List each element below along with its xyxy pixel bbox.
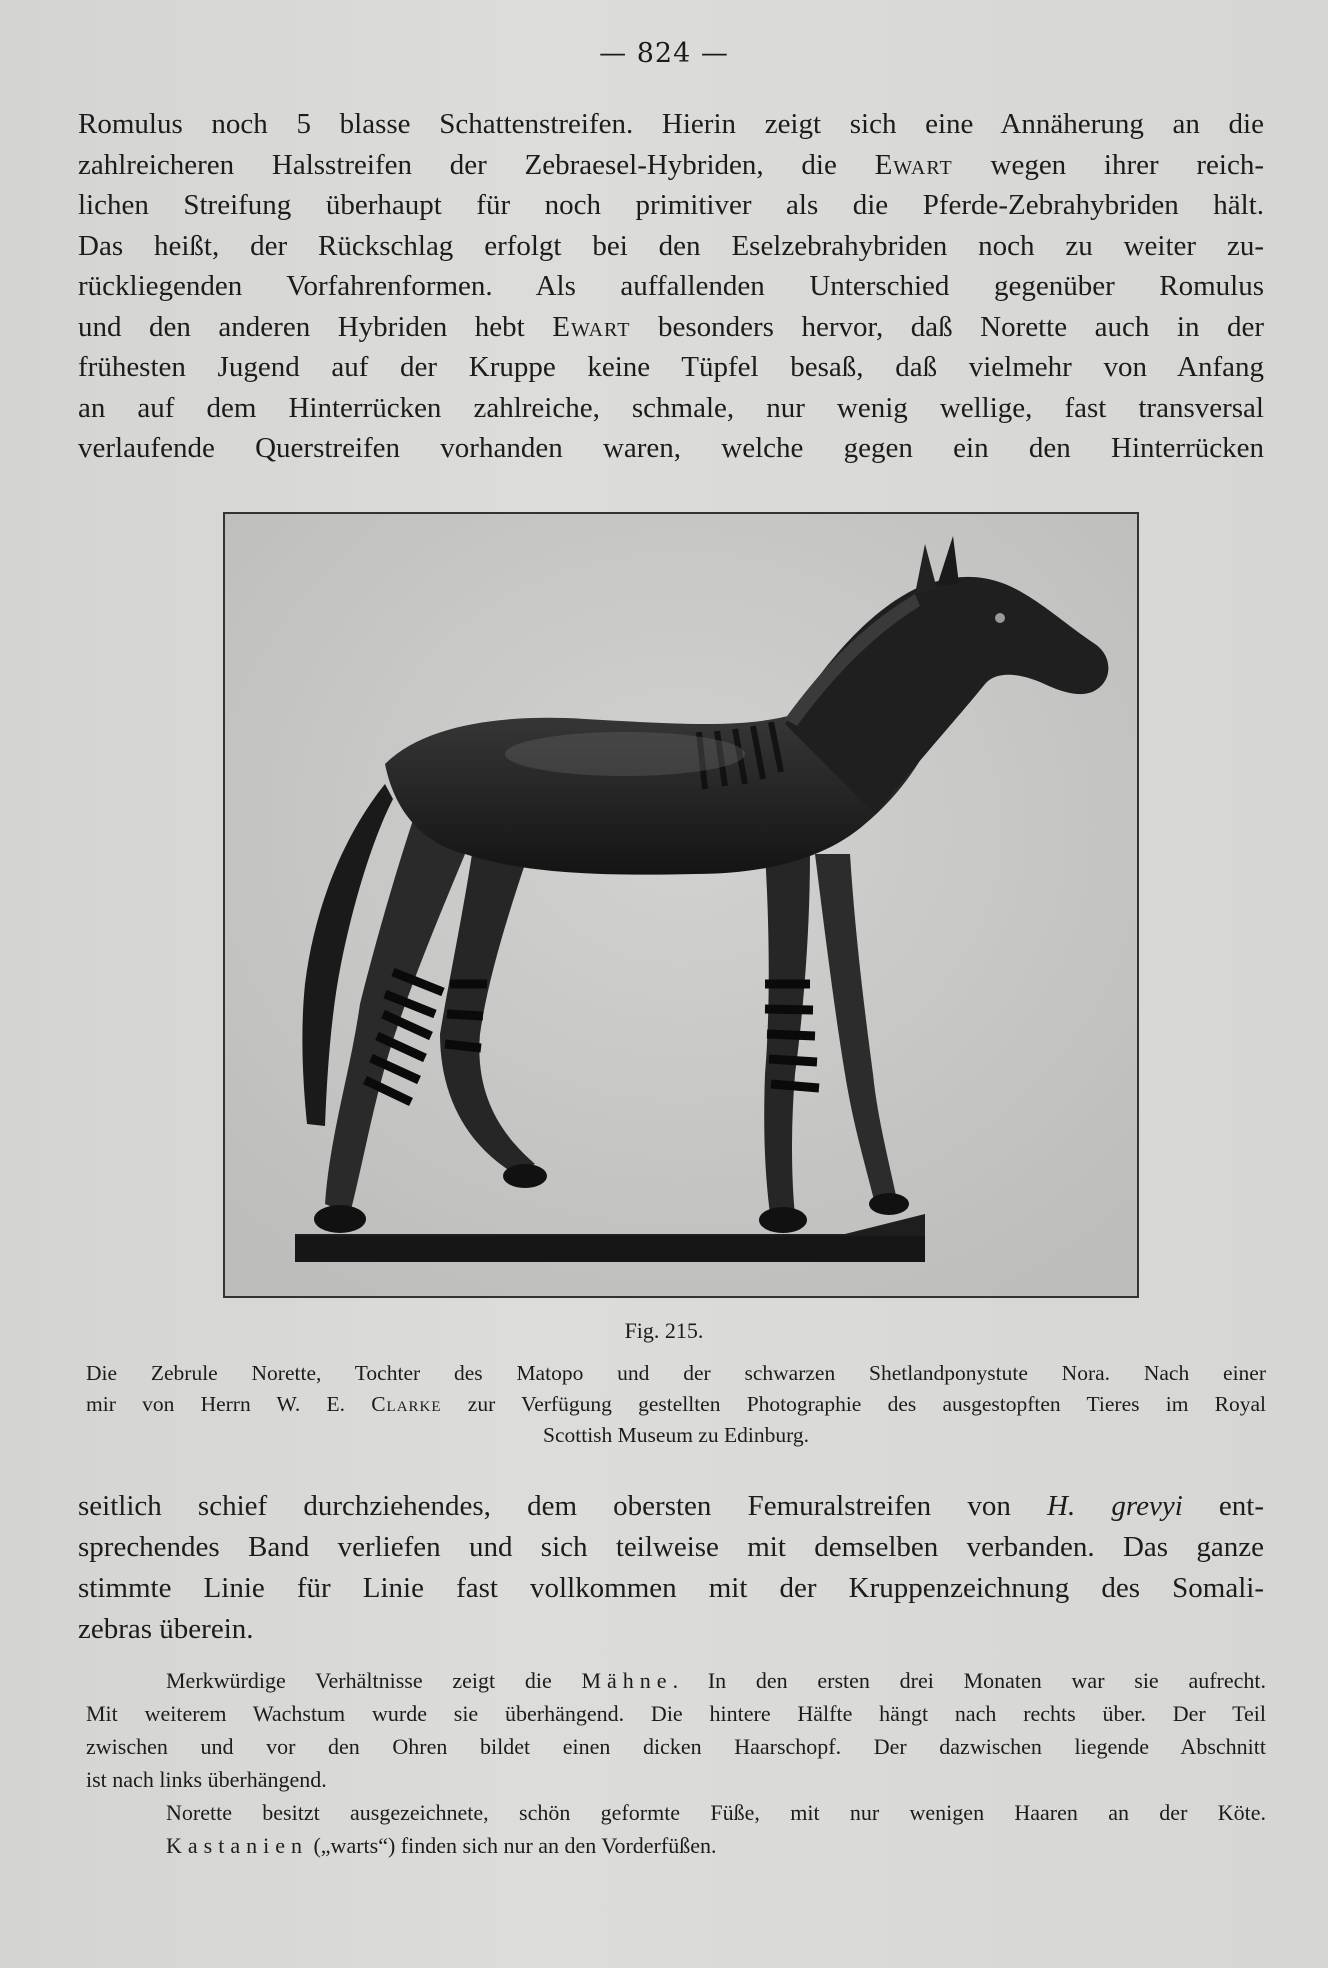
text-line: Merkwürdige Verhältnisse zeigt die Mähne. In den ersten drei Monaten war sie aufrecht. <box>166 1668 1266 1693</box>
bottom-paragraph <box>78 1486 1264 1650</box>
text-line: verlaufende Querstreifen vorhanden waren, welche gegen ein den Hinterrücken <box>78 432 1264 464</box>
text-line: Das heißt, der Rückschlag erfolgt bei den Eselzebrahybriden noch zu weiter zu- <box>78 229 1264 262</box>
caption-line: Die Zebrule Norette, Tochter des Matopo und der schwarzen Shetlandponystute Nora. Nach einer <box>86 1361 1266 1385</box>
text-line: frühesten Jugend auf der Kruppe keine Tüpfel besaß, daß vielmehr von Anfang <box>78 351 1264 383</box>
text-line: lichen Streifung überhaupt für noch primitiver als die Pferde-Zebrahybriden hält. <box>78 189 1264 221</box>
text-line: sprechendes Band verliefen und sich teilweise mit demselben verbanden. Das ganze <box>78 1531 1264 1563</box>
caption-line: mir von Herrn W. E. Clarke zur Verfügung gestellten Photographie des ausgestopften Tieres im Royal <box>86 1392 1266 1416</box>
zebrule-illustration <box>225 514 1137 1296</box>
author-name: Ewart <box>552 310 631 343</box>
text-line: stimmte Linie für Linie fast vollkommen mit der Kruppenzeichnung des Somali- <box>78 1572 1264 1604</box>
keyword-maehne: Mähne <box>581 1668 673 1693</box>
author-name: Ewart <box>874 148 953 181</box>
text-line: Romulus noch 5 blasse Schattenstreifen. Hierin zeigt sich eine Annäherung an die <box>78 108 1264 140</box>
text-line: seitlich schief durchziehendes, dem obersten Femuralstreifen von H. grevyi ent- <box>78 1490 1265 1522</box>
keyword-kastanien: Kastanien <box>166 1833 308 1858</box>
species-name: H. grevyi <box>1047 1490 1183 1522</box>
text-line: zahlreicheren Halsstreifen der Zebraesel-Hybriden, die Ewart wegen ihrer reich- <box>78 148 1265 181</box>
text-line: an auf dem Hinterrücken zahlreiche, schmale, nur wenig wellige, fast transversal <box>78 391 1264 424</box>
top-paragraph <box>78 104 1264 469</box>
text-line: Mit weiterem Wachstum wurde sie überhängend. Die hintere Hälfte hängt nach rechts über. Der Teil <box>86 1701 1266 1726</box>
text-line: Norette besitzt ausgezeichnete, schön geformte Füße, mit nur wenigen Haaren an der Köte. <box>166 1800 1266 1825</box>
page-number: — 824 — <box>599 38 729 69</box>
figure-label: Fig. 215. <box>624 1318 704 1343</box>
figure-caption <box>86 1358 1266 1451</box>
text-line: zwischen und vor den Ohren bildet einen dicken Haarschopf. Der dazwischen liegende Abschnitt <box>86 1734 1266 1759</box>
text-line: Kastanien („warts“) finden sich nur an den Vorderfüßen. <box>166 1833 717 1858</box>
photographer-name: Clarke <box>371 1392 442 1416</box>
text-line: ist nach links überhängend. <box>86 1767 327 1792</box>
mane-paragraph <box>86 1664 1266 1796</box>
text-line: und den anderen Hybriden hebt Ewart besonders hervor, daß Norette auch in der <box>78 310 1265 343</box>
text-line: zebras überein. <box>78 1613 254 1645</box>
text-line: rückliegenden Vorfahrenformen. Als auffallenden Unterschied gegenüber Romulus <box>78 270 1264 302</box>
zebrule-photograph <box>223 512 1139 1298</box>
feet-paragraph <box>86 1796 1266 1862</box>
caption-line: Scottish Museum zu Edinburg. <box>543 1423 809 1447</box>
